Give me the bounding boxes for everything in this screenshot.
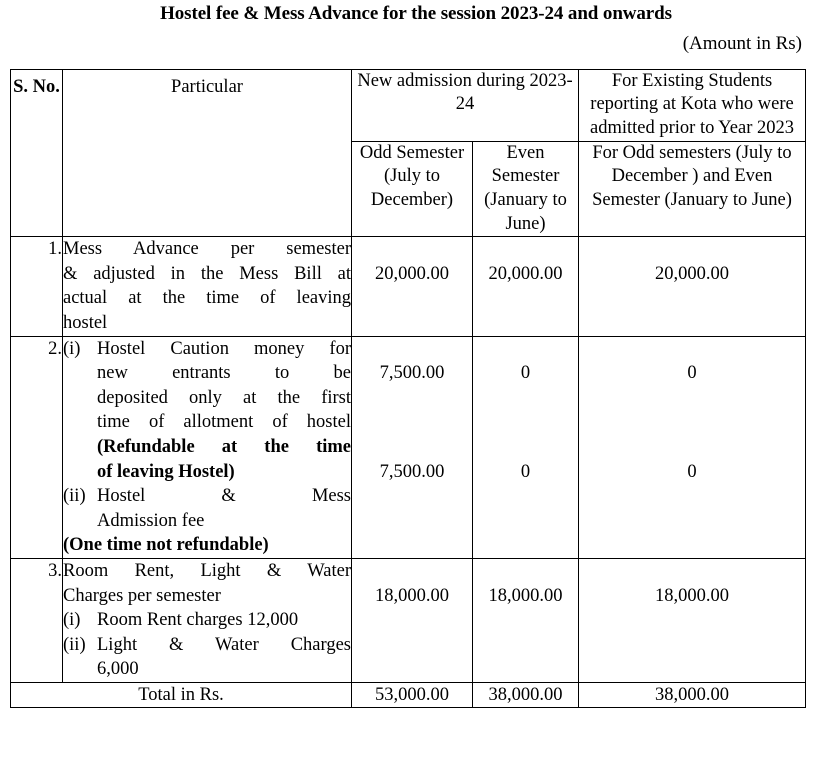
row3-sub-i-text: Room Rent charges 12,000 [97,610,299,631]
row1-even-value [473,237,579,336]
row3-particular-line1: Room Rent, Light & Water [63,560,351,581]
row2-item-ii-marker: (ii) [63,486,86,507]
header-sno [11,69,63,237]
table-total-row [11,682,806,707]
row2-item-ii-note: (One time not refundable) [63,535,269,556]
row2-odd-amount-1: 7,500.00 [379,363,445,384]
row1-existing-value [579,237,806,336]
row2-sno: 2. [11,336,63,558]
row3-existing-value [579,558,806,682]
title-block [0,0,814,56]
row3-even-amount: 18,000.00 [488,585,563,606]
row1-particular-line1: Mess Advance per semester [63,239,351,260]
row3-sub-i-marker: (i) [63,610,81,631]
row1-odd-amount: 20,000.00 [375,263,449,284]
row2-odd-amount-2: 7,500.00 [379,461,445,482]
row3-sub-ii-row [63,633,351,682]
row2-even-amount-1: 0 [520,363,531,384]
row3-particular-line2: Charges per semester [63,585,221,606]
row1-particular-line2: & adjusted in the Mess Bill at [63,263,351,284]
row3-odd-value [352,558,473,682]
row3-even-value [473,558,579,682]
row3-sub-ii-body [97,633,351,682]
row1-odd-value [352,237,473,336]
subheader-existing-semesters [579,141,806,237]
row2-item-i [63,337,351,485]
row2-item-i-line3: deposited only at the first [97,387,351,408]
subheader-existing-semesters-label: For Odd semesters (July to December ) and Even Semester (January to June) [592,142,792,210]
row2-item-i-marker: (i) [63,338,81,359]
header-existing-students [579,69,806,141]
row2-item-ii-line2: Admission fee [97,510,205,531]
row1-particular-line4: hostel [63,312,108,333]
row3-existing-amount: 18,000.00 [655,585,729,606]
row1-sno: 1. [11,237,63,336]
header-sno-line1: S. No. [13,76,60,97]
row2-existing-amount-2: 0 [687,461,697,482]
row1-existing-amount: 20,000.00 [655,263,729,284]
row2-existing-amount-1: 0 [687,363,697,384]
row2-item-ii-line1: Hostel & Mess [97,486,351,507]
row2-item-i-line2: new entrants to be [97,363,351,384]
row2-item-i-bold-line1: (Refundable at the time [97,436,351,457]
subheader-even-semester-label: Even Semester (January to June) [484,142,567,234]
row2-item-ii-row [63,484,351,533]
row3-sub-i [63,608,351,633]
subheader-odd-semester-label: Odd Semester (July to December) [359,142,465,210]
header-particular [63,69,352,237]
row3-sno: 3. [11,558,63,682]
row3-sub-ii-line2: 6,000 [97,659,139,680]
row3-sub-i-row [63,608,351,633]
subheader-odd-semester [352,141,473,237]
table-row [11,237,806,336]
table-row [11,336,806,558]
row3-sub-ii-marker: (ii) [63,634,86,655]
row3-sub-ii [63,633,351,682]
header-new-admission [352,69,579,141]
total-even-amount: 38,000.00 [473,682,579,707]
header-existing-students-label: For Existing Students reporting at Kota who were admitted prior to Year 2023 [590,70,794,138]
row2-item-i-row [63,337,351,485]
row3-odd-amount: 18,000.00 [375,585,449,606]
row2-even-value [473,336,579,558]
amount-unit-note: (Amount in Rs) [682,32,802,54]
row2-item-ii [63,484,351,533]
header-particular-label: Particular [171,76,243,97]
table-row [11,558,806,682]
row2-odd-value [352,336,473,558]
row1-particular [63,237,352,336]
row3-sub-ii-line1: Light & Water Charges [97,634,351,655]
row1-even-amount: 20,000.00 [488,263,563,284]
row2-item-i-line4: time of allotment of hostel [97,412,351,433]
row2-existing-value [579,336,806,558]
table-header-row-primary [11,69,806,141]
total-odd-amount: 53,000.00 [352,682,473,707]
hostel-fee-table [10,69,806,708]
row2-item-ii-body [97,484,351,533]
row3-particular [63,558,352,682]
row2-even-amount-2: 0 [520,461,531,482]
subheader-even-semester [473,141,579,237]
fee-table-container [0,69,814,708]
row2-item-i-line1: Hostel Caution money for [97,338,351,359]
row2-particular [63,336,352,558]
header-new-admission-label: New admission during 2023-24 [357,70,573,115]
row2-item-i-bold-line2: of leaving Hostel) [97,461,235,482]
total-existing-amount: 38,000.00 [579,682,806,707]
row2-item-i-body [97,337,351,485]
row1-particular-line3: actual at the time of leaving [63,288,351,309]
total-label: Total in Rs. [11,682,352,707]
page-title: Hostel fee & Mess Advance for the session 2023-24 and onwards [160,3,672,24]
